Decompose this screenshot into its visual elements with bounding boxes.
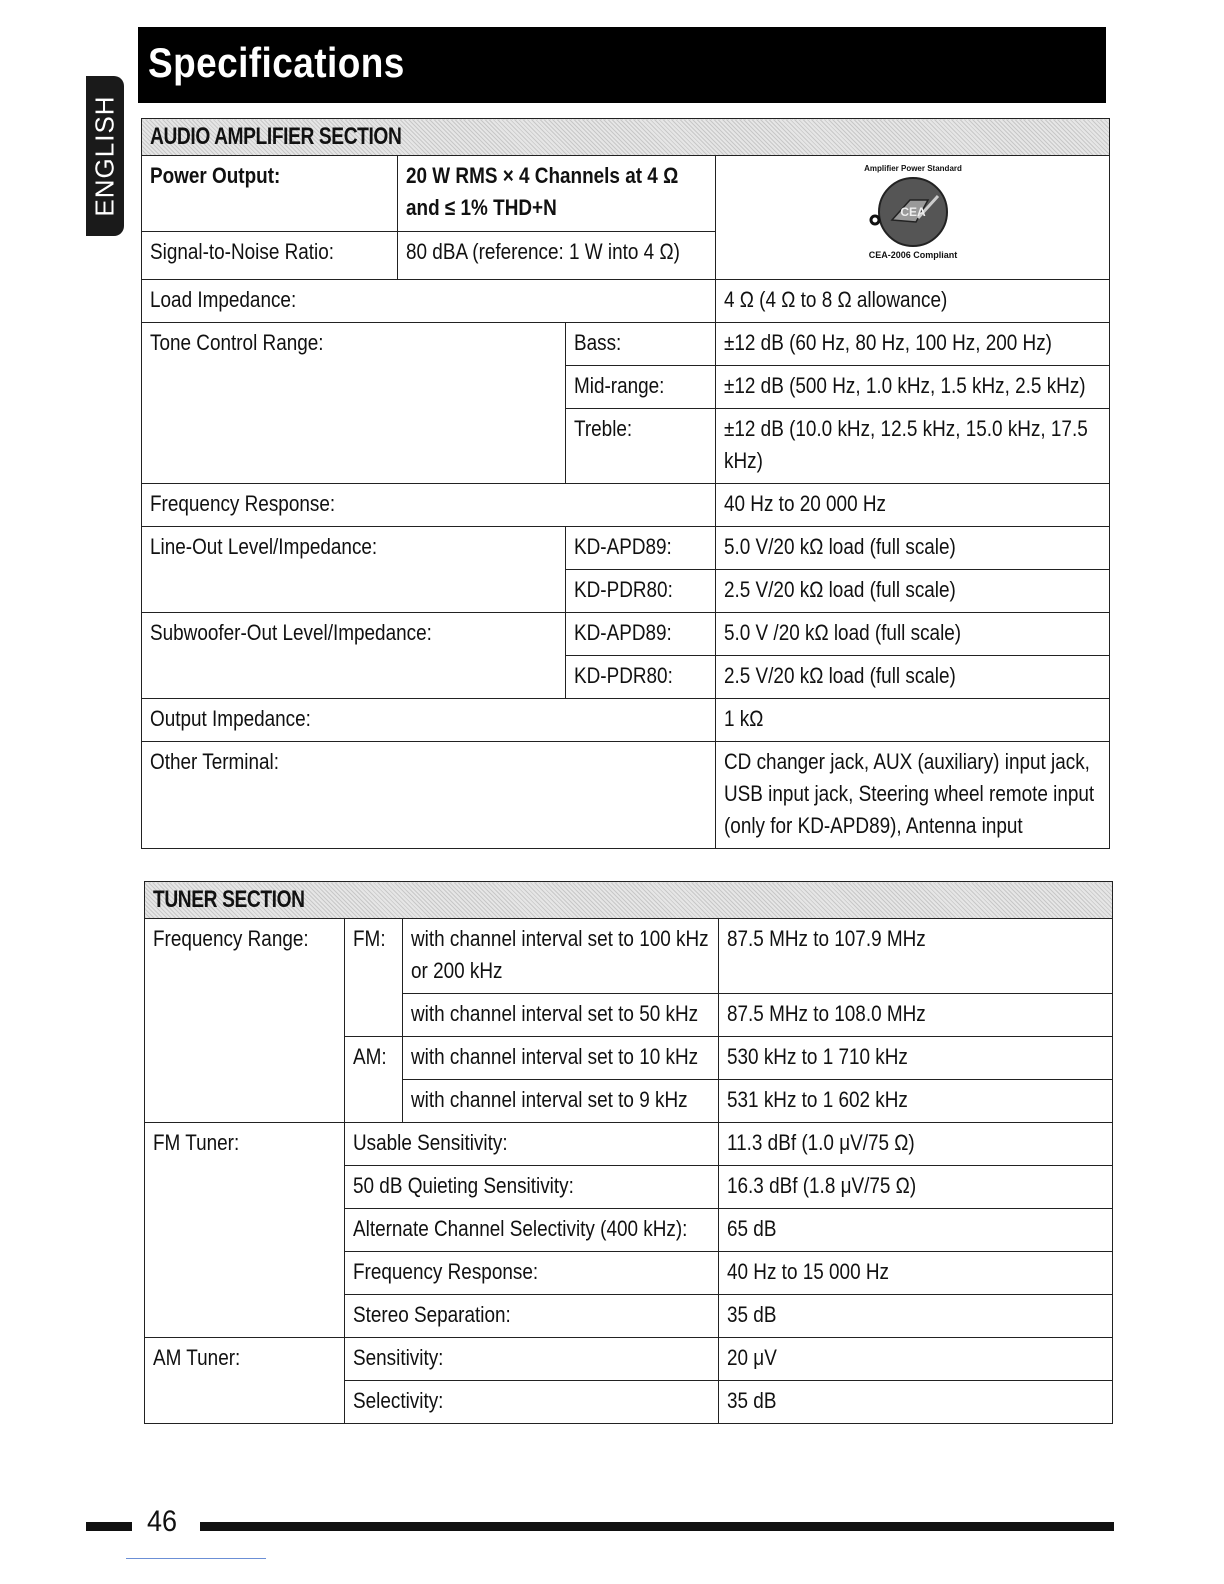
output-impedance-label: Output Impedance: (142, 699, 716, 742)
fm-tuner-param-1: Usable Sensitivity: (345, 1123, 719, 1166)
tone-bass-label: Bass: (566, 323, 716, 366)
tone-control-label: Tone Control Range: (142, 323, 566, 484)
tone-bass-value: ±12 dB (60 Hz, 80 Hz, 100 Hz, 200 Hz) (716, 323, 1110, 366)
tuner-section-header: TUNER SECTION (145, 882, 1113, 919)
am-condition-1: with channel interval set to 10 kHz (403, 1037, 719, 1080)
line-out-label: Line-Out Level/Impedance: (142, 527, 566, 613)
tuner-spec-table (144, 881, 1113, 1424)
subwoofer-out-label: Subwoofer-Out Level/Impedance: (142, 613, 566, 699)
tone-treble-value: ±12 dB (10.0 kHz, 12.5 kHz, 15.0 kHz, 17.5 kHz) (716, 409, 1110, 484)
fm-condition-1: with channel interval set to 100 kHz or 200 kHz (403, 919, 719, 994)
other-terminal-label: Other Terminal: (142, 742, 716, 849)
fm-tuner-value-1: 11.3 dBf (1.0 μV/75 Ω) (719, 1123, 1113, 1166)
tone-mid-label: Mid-range: (566, 366, 716, 409)
fm-tuner-param-3: Alternate Channel Selectivity (400 kHz): (345, 1209, 719, 1252)
power-output-value: 20 W RMS × 4 Channels at 4 Ω and ≤ 1% THD+N (398, 156, 716, 232)
language-tab (86, 76, 124, 236)
line-out-model-1: KD-APD89: (566, 527, 716, 570)
fm-range-1: 87.5 MHz to 107.9 MHz (719, 919, 1113, 994)
am-range-2: 531 kHz to 1 602 kHz (719, 1080, 1113, 1123)
amplifier-spec-table (141, 118, 1110, 849)
svg-text:Amplifier Power Standard: Amplifier Power Standard (863, 164, 962, 173)
page-footer-bar-left (86, 1522, 132, 1531)
page-title-bar (138, 27, 1106, 103)
am-tuner-param-2: Selectivity: (345, 1381, 719, 1424)
fm-tuner-value-5: 35 dB (719, 1295, 1113, 1338)
cea-2006-compliant-logo (858, 160, 968, 264)
am-band-label: AM: (345, 1037, 403, 1123)
language-tab-label: ENGLISH (89, 95, 120, 217)
fm-tuner-param-2: 50 dB Quieting Sensitivity: (345, 1166, 719, 1209)
svg-text:CEA: CEA (899, 205, 926, 219)
snr-label: Signal-to-Noise Ratio: (142, 232, 398, 280)
subwoofer-out-value-2: 2.5 V/20 kΩ load (full scale) (716, 656, 1110, 699)
frequency-response-label: Frequency Response: (142, 484, 716, 527)
line-out-model-2: KD-PDR80: (566, 570, 716, 613)
page-footer-bar-right (200, 1522, 1114, 1531)
line-out-value-2: 2.5 V/20 kΩ load (full scale) (716, 570, 1110, 613)
am-condition-2: with channel interval set to 9 kHz (403, 1080, 719, 1123)
subwoofer-out-model-1: KD-APD89: (566, 613, 716, 656)
tone-treble-label: Treble: (566, 409, 716, 484)
page-title: Specifications (148, 39, 405, 86)
page-number: 46 (147, 1505, 178, 1538)
cea-2006-logo-cell (716, 156, 1110, 280)
fm-tuner-value-3: 65 dB (719, 1209, 1113, 1252)
svg-text:CEA-2006 Compliant: CEA-2006 Compliant (868, 250, 957, 260)
load-impedance-label: Load Impedance: (142, 280, 716, 323)
frequency-response-value: 40 Hz to 20 000 Hz (716, 484, 1110, 527)
am-tuner-value-1: 20 μV (719, 1338, 1113, 1381)
fm-tuner-param-4: Frequency Response: (345, 1252, 719, 1295)
output-impedance-value: 1 kΩ (716, 699, 1110, 742)
subwoofer-out-value-1: 5.0 V /20 kΩ load (full scale) (716, 613, 1110, 656)
fm-tuner-value-2: 16.3 dBf (1.8 μV/75 Ω) (719, 1166, 1113, 1209)
frequency-range-label: Frequency Range: (145, 919, 345, 1123)
footer-divider (126, 1558, 266, 1559)
subwoofer-out-model-2: KD-PDR80: (566, 656, 716, 699)
am-range-1: 530 kHz to 1 710 kHz (719, 1037, 1113, 1080)
am-tuner-value-2: 35 dB (719, 1381, 1113, 1424)
fm-tuner-param-5: Stereo Separation: (345, 1295, 719, 1338)
load-impedance-value: 4 Ω (4 Ω to 8 Ω allowance) (716, 280, 1110, 323)
line-out-value-1: 5.0 V/20 kΩ load (full scale) (716, 527, 1110, 570)
fm-tuner-label: FM Tuner: (145, 1123, 345, 1338)
tone-mid-value: ±12 dB (500 Hz, 1.0 kHz, 1.5 kHz, 2.5 kHz) (716, 366, 1110, 409)
fm-range-2: 87.5 MHz to 108.0 MHz (719, 994, 1113, 1037)
fm-tuner-value-4: 40 Hz to 15 000 Hz (719, 1252, 1113, 1295)
other-terminal-value: CD changer jack, AUX (auxiliary) input jack, USB input jack, Steering wheel remote input (only for KD-APD89), Antenna input (716, 742, 1110, 849)
fm-condition-2: with channel interval set to 50 kHz (403, 994, 719, 1037)
snr-value: 80 dBA (reference: 1 W into 4 Ω) (398, 232, 716, 280)
am-tuner-label: AM Tuner: (145, 1338, 345, 1424)
amplifier-section-header: AUDIO AMPLIFIER SECTION (142, 119, 1110, 156)
power-output-label: Power Output: (142, 156, 398, 232)
am-tuner-param-1: Sensitivity: (345, 1338, 719, 1381)
fm-band-label: FM: (345, 919, 403, 1037)
